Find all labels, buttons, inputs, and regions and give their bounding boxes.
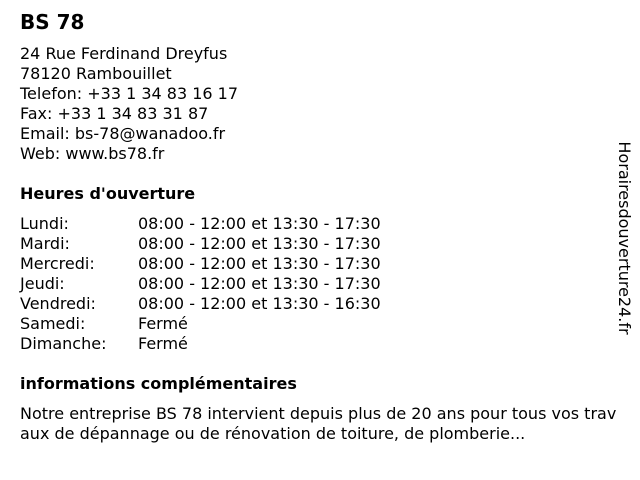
day-label: Mardi: — [20, 234, 70, 253]
day-label: Lundi: — [20, 214, 69, 233]
hours-row-friday — [20, 294, 381, 314]
day-label: Vendredi: — [20, 294, 96, 313]
day-label: Samedi: — [20, 314, 86, 333]
hours-row-thursday — [20, 274, 381, 294]
additional-info-text: Notre entreprise BS 78 intervient depuis plus de 20 ans pour tous vos travaux de dépannage ou de rénovation de toiture, de plomberie... — [20, 404, 617, 443]
time-value: 08:00 - 12:00 et 13:30 - 16:30 — [138, 294, 381, 313]
hours-row-tuesday — [20, 234, 381, 254]
time-value: 08:00 - 12:00 et 13:30 - 17:30 — [138, 274, 381, 293]
address-line-city: 78120 Rambouillet — [20, 64, 172, 83]
fax-line: Fax: +33 1 34 83 31 87 — [20, 104, 209, 123]
address-line-street: 24 Rue Ferdinand Dreyfus — [20, 44, 228, 63]
day-label: Mercredi: — [20, 254, 95, 273]
day-label: Jeudi: — [20, 274, 65, 293]
contact-block — [20, 44, 238, 164]
hours-row-saturday — [20, 314, 381, 334]
hours-row-monday — [20, 214, 381, 234]
phone-line: Telefon: +33 1 34 83 16 17 — [20, 84, 239, 103]
time-value: 08:00 - 12:00 et 13:30 - 17:30 — [138, 234, 381, 253]
day-label: Dimanche: — [20, 334, 107, 353]
site-watermark: Horairesdouverture24.fr — [615, 141, 634, 335]
hours-row-wednesday — [20, 254, 381, 274]
hours-row-sunday — [20, 334, 381, 354]
web-line: Web: www.bs78.fr — [20, 144, 165, 163]
email-line: Email: bs-78@wanadoo.fr — [20, 124, 226, 143]
time-value: 08:00 - 12:00 et 13:30 - 17:30 — [138, 214, 381, 233]
time-value: 08:00 - 12:00 et 13:30 - 17:30 — [138, 254, 381, 273]
time-value: Fermé — [138, 334, 188, 353]
opening-hours-heading: Heures d'ouverture — [20, 184, 196, 203]
time-value: Fermé — [138, 314, 188, 333]
opening-hours-table — [20, 214, 381, 354]
additional-info-heading: informations complémentaires — [20, 374, 297, 393]
business-name: BS 78 — [20, 10, 85, 34]
